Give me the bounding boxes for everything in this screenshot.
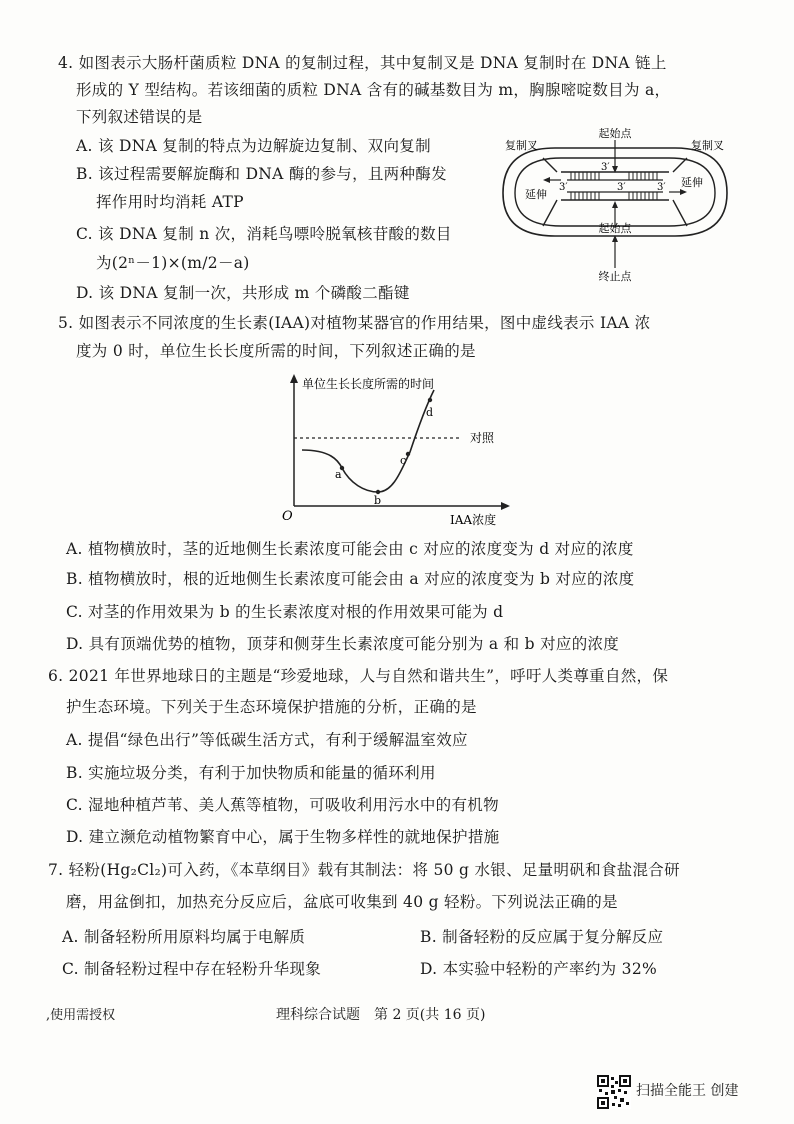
point-d — [428, 398, 432, 402]
q5-option-d: D. 具有顶端优势的植物，顶芽和侧芽生长素浓度可能分别为 a 和 b 对应的浓度 — [66, 635, 620, 653]
x-axis-label: IAA浓度 — [450, 513, 497, 527]
origin-top-label: 起始点 — [598, 128, 632, 140]
footer-usage-note: ,使用需授权 — [46, 1008, 116, 1023]
q5-iaa-graph — [280, 368, 520, 530]
q6-stem-line1: 6. 2021 年世界地球日的主题是“珍爱地球，人与自然和谐共生”，呼吁人类尊重自然，保 — [48, 667, 669, 685]
prime-3-center-top-label: 3′ — [601, 162, 610, 173]
label-c: c — [400, 454, 407, 467]
q6-option-c: C. 湿地种植芦苇、美人蕉等植物，可吸收利用污水中的有机物 — [66, 796, 499, 814]
prime-3-left-label: 3′ — [559, 182, 568, 193]
q6-stem-line2: 护生态环境。下列关于生态环境保护措施的分析，正确的是 — [66, 698, 477, 716]
origin-bottom-label: 起始点 — [598, 222, 632, 235]
q6-option-b: B. 实施垃圾分类，有利于加快物质和能量的循环利用 — [66, 764, 436, 782]
q5-stem-line2: 度为 0 时，单位生长长度所需的时间，下列叙述正确的是 — [76, 342, 476, 360]
q4-option-a: A. 该 DNA 复制的特点为边解旋边复制、双向复制 — [76, 137, 431, 155]
point-c — [406, 452, 410, 456]
origin-label: O — [282, 509, 293, 524]
q4-stem-line2: 形成的 Y 型结构。若该细菌的质粒 DNA 含有的碱基数目为 m，胸腺嘧啶数目为 a， — [76, 81, 671, 99]
q7-stem-line2: 磨，用盆倒扣，加热充分反应后，盆底可收集到 40 g 轻粉。下列说法正确的是 — [66, 893, 618, 911]
q7-option-c: C. 制备轻粉过程中存在轻粉升华现象 — [62, 960, 322, 978]
q5-stem-line1: 5. 如图表示不同浓度的生长素(IAA)对植物某器官的作用结果，图中虚线表示 IAA 浓 — [58, 314, 651, 332]
label-b: b — [374, 494, 382, 507]
q4-stem-line1: 4. 如图表示大肠杆菌质粒 DNA 的复制过程，其中复制叉是 DNA 复制时在 DNA 链上 — [58, 54, 667, 72]
q5-option-a: A. 植物横放时，茎的近地侧生长素浓度可能会由 c 对应的浓度变为 d 对应的浓度 — [66, 540, 634, 558]
q4-option-b-line2: 挥作用时均消耗 ATP — [96, 193, 244, 211]
extend-left-label: 延伸 — [525, 188, 547, 201]
q7-option-d: D. 本实验中轻粉的产率约为 32% — [420, 960, 658, 978]
response-curve — [302, 390, 434, 492]
footer-page-info: 理科综合试题 第 2 页(共 16 页) — [276, 1007, 486, 1023]
prime-3-right-label: 3′ — [657, 182, 666, 193]
y-axis-label: 单位生长长度所需的时间 — [302, 377, 435, 391]
label-a: a — [335, 468, 342, 481]
scanner-watermark-text: 扫描全能王 创建 — [636, 1083, 739, 1099]
q6-option-a: A. 提倡“绿色出行”等低碳生活方式，有利于缓解温室效应 — [66, 731, 468, 749]
q4-stem-line3: 下列叙述错误的是 — [76, 108, 203, 126]
label-d: d — [426, 406, 434, 419]
terminus-label: 终止点 — [598, 270, 632, 283]
extend-right-label: 延伸 — [681, 176, 703, 189]
q4-option-b-line1: B. 该过程需要解旋酶和 DNA 酶的参与，且两种酶发 — [76, 165, 447, 183]
fork-right-label: 复制叉 — [691, 139, 724, 152]
control-label: 对照 — [470, 431, 495, 445]
q7-option-a: A. 制备轻粉所用原料均属于电解质 — [62, 928, 306, 946]
q4-option-c-line1: C. 该 DNA 复制 n 次，消耗鸟嘌呤脱氧核苷酸的数目 — [76, 225, 452, 243]
q5-option-b: B. 植物横放时，根的近地侧生长素浓度可能会由 a 对应的浓度变为 b 对应的浓度 — [66, 570, 635, 588]
prime-3-center-right-label: 3′ — [617, 182, 626, 193]
q6-option-d: D. 建立濒危动植物繁育中心，属于生物多样性的就地保护措施 — [66, 828, 500, 846]
q4-replication-diagram — [495, 128, 735, 283]
qr-code-icon — [597, 1075, 631, 1109]
q7-option-b: B. 制备轻粉的反应属于复分解反应 — [420, 928, 664, 946]
q7-stem-line1: 7. 轻粉(Hg₂Cl₂)可入药，《本草纲目》载有其制法：将 50 g 水银、足量明矾和食盐混合研 — [48, 861, 680, 879]
q4-option-d: D. 该 DNA 复制一次，共形成 m 个磷酸二酯键 — [76, 284, 410, 302]
fork-left-label: 复制叉 — [505, 139, 538, 152]
q5-option-c: C. 对茎的作用效果为 b 的生长素浓度对根的作用效果可能为 d — [66, 603, 504, 621]
q4-option-c-line2: 为(2ⁿ－1)×(m/2－a) — [96, 254, 250, 272]
